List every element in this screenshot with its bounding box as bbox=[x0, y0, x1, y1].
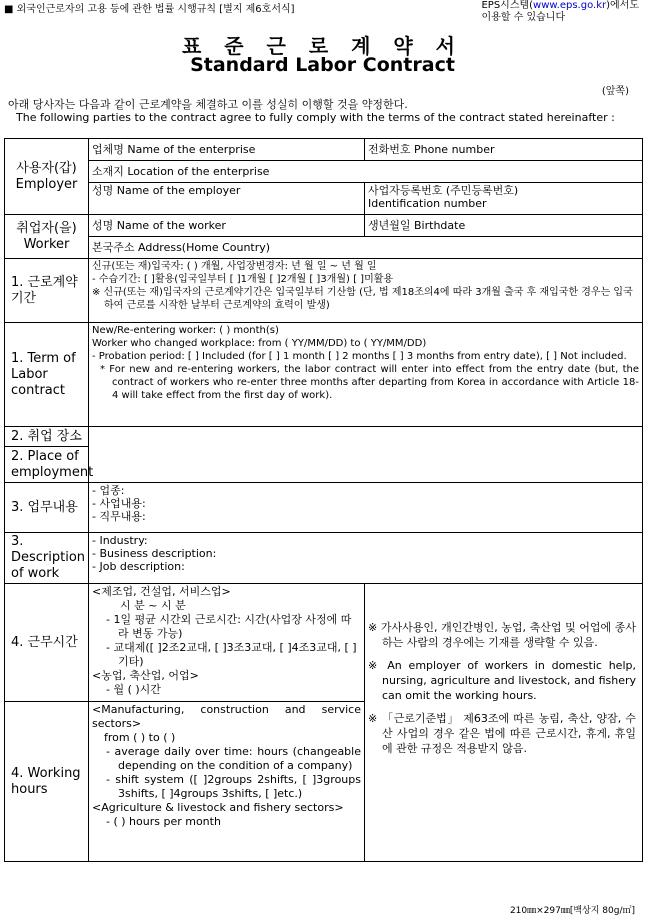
eps-notice: EPS시스템(www.eps.go.kr)에서도 이용할 수 있습니다 bbox=[481, 0, 639, 23]
title-english: Standard Labor Contract bbox=[190, 54, 455, 76]
phone-field[interactable]: 전화번호 Phone number bbox=[365, 139, 643, 161]
birthdate-field[interactable]: 생년월일 Birthdate bbox=[365, 215, 643, 237]
contract-table bbox=[4, 138, 643, 862]
employer-label: 사용자(갑) Employer bbox=[5, 139, 89, 215]
form-reference: ■ 외국인근로자의 고용 등에 관한 법률 시행규칙 [별지 제6호서식] bbox=[4, 4, 295, 15]
place-label-en: 2. Place of employment bbox=[5, 447, 89, 483]
place-label-ko: 2. 취업 장소 bbox=[5, 427, 89, 447]
front-page-label: (앞쪽) bbox=[601, 86, 629, 97]
work-label-en: 3. Description of work bbox=[5, 533, 89, 584]
identification-field[interactable]: 사업자등록번호 (주민등록번호) Identification number bbox=[365, 183, 643, 215]
period-ko-field[interactable]: 신규(또는 재)입국자: ( ) 개월, 사업장변경자: 년 월 일 ~ 년 월 일 - 수습기간: [ ]활용(입국일부터 [ ]1개월 [ ]2개월 [ ]3개월) [ ]미활용 ※ 신규(또는 재)입국자의 근로계약기간은 입국일부터 기산함 (단, 법 제18조의4에 따라 3개월 출국 후 재입국한 경우는 입국하여 근로를 시작한 날부터 근로계약의 효력이 발생) bbox=[89, 259, 643, 323]
worker-label: 취업자(을) Worker bbox=[5, 215, 89, 259]
work-ko-field[interactable]: - 업종: - 사업내용: - 직무내용: bbox=[89, 483, 643, 533]
work-label-ko: 3. 업무내용 bbox=[5, 483, 89, 533]
hours-label-en: 4. Working hours bbox=[5, 702, 89, 862]
worker-name-field[interactable]: 성명 Name of the worker bbox=[89, 215, 365, 237]
title-korean: 표 준 근 로 계 약 서 bbox=[181, 34, 464, 58]
address-field[interactable]: 본국주소 Address(Home Country) bbox=[89, 237, 643, 259]
period-en-field[interactable]: New/Re-entering worker: ( ) month(s) Worker who changed workplace: from ( YY/MM/DD) to ( YY/MM/DD) - Probation period: [ ] Included (for [ ] 1 month [ ] 2 months [ ] 3 months from entry date), [ ] Not included. * For new and re-entering workers, the labor contract will enter into effect from the entry date (but, the contract of workers who re-enter three months after departing from Korea in accordance with Article 18-4 will take effect from the first day of work). bbox=[89, 323, 643, 427]
eps-link[interactable]: www.eps.go.kr bbox=[533, 0, 607, 11]
hours-en-field[interactable]: <Manufacturing, construction and service sectors> from ( ) to ( ) - average daily over time: hours (changeable depending on the condition of a company) - shift system ([ ]2groups 2shifts, [ ]3groups 3shifts, [ ]4groups 3shifts, [ ]etc.) <Agriculture & livestock and fishery sectors> - ( ) hours per month bbox=[89, 702, 365, 862]
intro-text: 아래 당사자는 다음과 같이 근로계약을 체결하고 이를 성실히 이행할 것을 약정한다. The following parties to the contract agree to fully comply with the terms of the contract stated hereinafter : bbox=[8, 98, 615, 124]
hours-label-ko: 4. 근무시간 bbox=[5, 584, 89, 702]
period-label-en: 1. Term of Labor contract bbox=[5, 323, 89, 427]
place-field[interactable] bbox=[89, 427, 643, 483]
work-en-field[interactable]: - Industry: - Business description: - Job description: bbox=[89, 533, 643, 584]
period-label-ko: 1. 근로계약기간 bbox=[5, 259, 89, 323]
location-field[interactable]: 소재지 Location of the enterprise bbox=[89, 161, 643, 183]
employer-name-field[interactable]: 성명 Name of the employer bbox=[89, 183, 365, 215]
enterprise-field[interactable]: 업체명 Name of the enterprise bbox=[89, 139, 365, 161]
hours-notes: ※ 가사사용인, 개인간병인, 농업, 축산업 및 어업에 종사하는 사람의 경우에는 기재를 생략할 수 있음. ※ An employer of workers in domestic help, nursing, agriculture and livestock, and fishery can omit the working hours. ※ 「근로기준법」 제63조에 따른 농림, 축산, 양잠, 수산 사업의 경우 같은 법에 따른 근로시간, 휴게, 휴일에 관한 규정은 적용받지 않음. bbox=[365, 584, 643, 862]
paper-spec: 210㎜×297㎜[백상지 80g/㎡] bbox=[509, 906, 635, 916]
hours-ko-field[interactable]: <제조업, 건설업, 서비스업> 시 분 ~ 시 분 - 1일 평균 시간외 근로시간: 시간(사업장 사정에 따라 변동 가능) - 교대제([ ]2조2교대, [ ]3조3교대, [ ]4조3교대, [ ]기타) <농업, 축산업, 어업> - 월 ( )시간 bbox=[89, 584, 365, 702]
